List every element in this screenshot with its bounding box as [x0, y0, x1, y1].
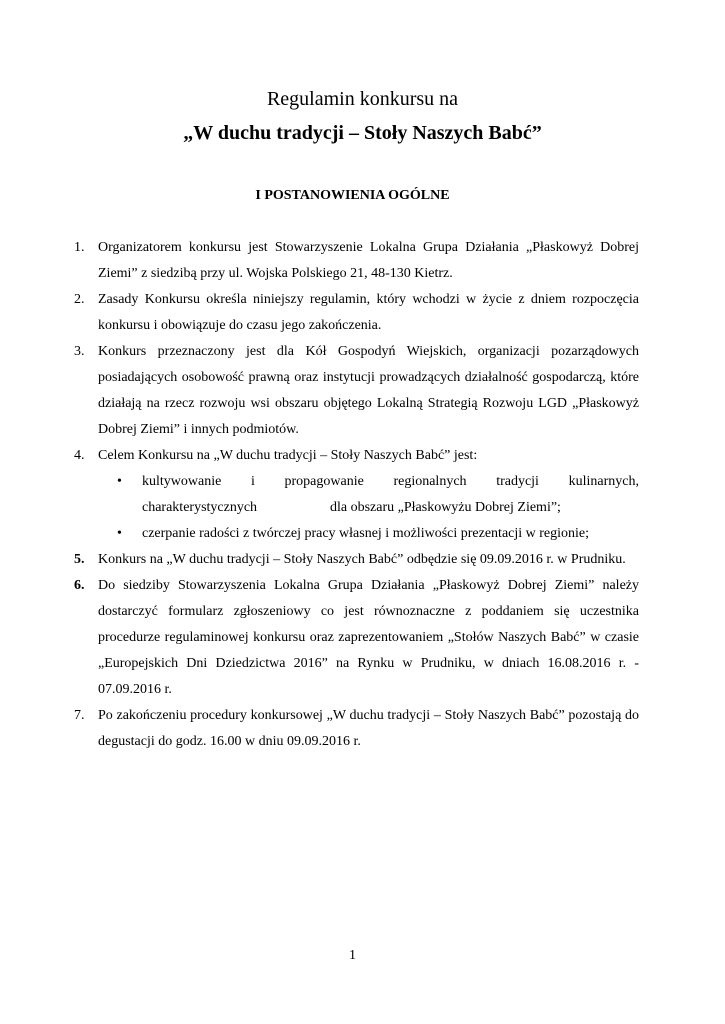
list-item: [69, 287, 639, 339]
list-item: [69, 443, 639, 547]
bullet-word: kultywowanie: [142, 474, 222, 489]
item-number: 1.: [74, 240, 85, 255]
item-number: 3.: [74, 344, 85, 359]
item-text: Do siedziby Stowarzyszenia Lokalna Grupa Działania „Płaskowyż Dobrej Ziemi” należy dostarczyć formularz zgłoszeniowy co jest równoznaczne z poddaniem się uczestnika procedurze regulaminowej konkursu oraz zaprezentowaniem „Stołów Naszych Babć” w czasie „Europejskich Dni Dziedzictwa 2016” na Rynku w Prudniku, w dniach 16.08.2016 r. - 07.09.2016 r.: [98, 578, 639, 697]
section-heading: I POSTANOWIENIA OGÓLNE: [255, 188, 450, 203]
item-text: Konkurs na „W duchu tradycji – Stoły Naszych Babć” odbędzie się 09.09.2016 r. w Prudniku.: [98, 552, 626, 567]
item-number: 2.: [74, 292, 85, 307]
bullet-list: [98, 469, 639, 547]
item-text: Celem Konkursu na „W duchu tradycji – Stoły Naszych Babć” jest:: [98, 448, 478, 463]
item-text: Zasady Konkursu określa niniejszy regulamin, który wchodzi w życie z dniem rozpoczęcia konkursu i obowiązuje do czasu jego zakończenia.: [98, 292, 639, 333]
regulation-list: [69, 235, 639, 755]
item-number: 5.: [74, 552, 85, 567]
bullet-icon: •: [117, 474, 122, 489]
bullet-line: [142, 495, 639, 521]
bullet-word: regionalnych: [393, 474, 467, 489]
bullet-text: czerpanie radości z twórczej pracy własnej i możliwości prezentacji w regionie;: [142, 526, 590, 541]
list-item: [69, 703, 639, 755]
document-title-line1: Regulamin konkursu na: [266, 88, 459, 110]
bullet-item: [98, 469, 639, 521]
bullet-word: i: [250, 474, 255, 489]
bullet-item: [98, 521, 639, 547]
bullet-word: tradycji: [496, 474, 539, 489]
bullet-line: [142, 469, 639, 495]
item-number: 6.: [74, 578, 85, 593]
list-item: [69, 339, 639, 443]
document-title-line2: „W duchu tradycji – Stoły Naszych Babć”: [183, 122, 542, 144]
bullet-word: kulinarnych,: [568, 474, 639, 489]
item-number: 7.: [74, 708, 85, 723]
item-text: Organizatorem konkursu jest Stowarzyszenie Lokalna Grupa Działania „Płaskowyż Dobrej Ziemi” z siedzibą przy ul. Wojska Polskiego 21, 48-130 Kietrz.: [98, 240, 639, 281]
list-item: [69, 547, 639, 573]
list-item: [69, 235, 639, 287]
item-number: 4.: [74, 448, 85, 463]
bullet-icon: •: [117, 526, 122, 541]
item-text: Konkurs przeznaczony jest dla Kół Gospodyń Wiejskich, organizacji pozarządowych posiadających osobowość prawną oraz instytucji prowadzących działalność gospodarczą, które działają na rzecz rozwoju wsi obszaru objętego Lokalną Strategią Rozwoju LGD „Płaskowyż Dobrej Ziemi” i innych podmiotów.: [98, 344, 639, 437]
bullet-word: propagowanie: [284, 474, 364, 489]
item-text: Po zakończeniu procedury konkursowej „W duchu tradycji – Stoły Naszych Babć” pozostają do degustacji do godz. 16.00 w dniu 09.09.2016 r.: [98, 708, 639, 749]
bullet-text-part: charakterystycznych: [142, 500, 258, 515]
list-item: [69, 573, 639, 703]
bullet-text-part: dla obszaru „Płaskowyżu Dobrej Ziemi”;: [330, 500, 561, 515]
page-number: 1: [349, 948, 356, 963]
